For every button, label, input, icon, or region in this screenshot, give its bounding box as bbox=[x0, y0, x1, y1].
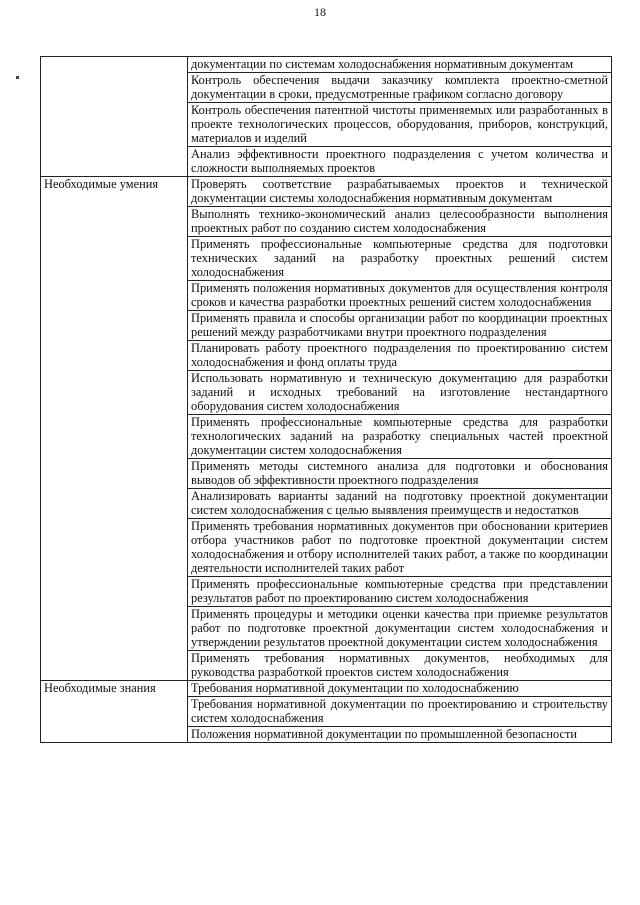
requirement-cell: Планировать работу проектного подразделения по проектированию систем холодоснабжения и фонд оплаты труда bbox=[188, 341, 612, 371]
requirement-cell: Требования нормативной документации по холодоснабжению bbox=[188, 681, 612, 697]
requirement-cell: Положения нормативной документации по промышленной безопасности bbox=[188, 727, 612, 743]
requirement-cell: документации по системам холодоснабжения нормативным документам bbox=[188, 57, 612, 73]
table-body bbox=[41, 57, 612, 743]
requirement-cell: Применять правила и способы организации работ по координации проектных решений между разработчиками внутри проектного подразделения bbox=[188, 311, 612, 341]
requirement-cell: Контроль обеспечения выдачи заказчику комплекта проектно-сметной документации в сроки, предусмотренные графиком согласно договору bbox=[188, 73, 612, 103]
section-label: Необходимые знания bbox=[41, 681, 188, 743]
competency-table bbox=[40, 56, 612, 743]
table-row bbox=[41, 177, 612, 207]
requirement-cell: Анализ эффективности проектного подразделения с учетом количества и сложности выполняемых проектов bbox=[188, 147, 612, 177]
requirement-cell: Применять профессиональные компьютерные средства для подготовки технических заданий на разработку проектных решений систем холодоснабжения bbox=[188, 237, 612, 281]
requirement-cell: Применять процедуры и методики оценки качества при приемке результатов работ по подготовке проектной документации систем холодоснабжения и утверждении результатов проектной документации систем холодоснабжения bbox=[188, 607, 612, 651]
requirement-cell: Применять требования нормативных документов при обосновании критериев отбора участников работ по подготовке проектной документации систем холодоснабжения и отбору исполнителей таких работ, а также по координации деятельности исполнителей таких работ bbox=[188, 519, 612, 577]
page-number: 18 bbox=[314, 5, 326, 19]
requirement-cell: Анализировать варианты заданий на подготовку проектной документации систем холодоснабжения с целью выявления преимуществ и недостатков bbox=[188, 489, 612, 519]
table-row bbox=[41, 681, 612, 697]
requirement-cell: Использовать нормативную и техническую документацию для разработки заданий и исходных требований на изготовление нестандартного оборудования систем холодоснабжения bbox=[188, 371, 612, 415]
requirement-cell: Применять требования нормативных документов, необходимых для руководства разработкой проектов систем холодоснабжения bbox=[188, 651, 612, 681]
section-label: Необходимые умения bbox=[41, 177, 188, 681]
requirement-cell: Контроль обеспечения патентной чистоты применяемых или разработанных в проекте технологических процессов, оборудования, приборов, конструкций, материалов и изделий bbox=[188, 103, 612, 147]
margin-mark bbox=[16, 76, 19, 79]
requirement-cell: Требования нормативной документации по проектированию и строительству систем холодоснабжения bbox=[188, 697, 612, 727]
requirement-cell: Применять профессиональные компьютерные средства при представлении результатов работ по проектированию систем холодоснабжения bbox=[188, 577, 612, 607]
requirement-cell: Применять профессиональные компьютерные средства для разработки технологических заданий на разработку специальных частей проектной документации систем холодоснабжения bbox=[188, 415, 612, 459]
requirement-cell: Выполнять технико-экономический анализ целесообразности выполнения проектных работ по созданию систем холодоснабжения bbox=[188, 207, 612, 237]
section-label bbox=[41, 57, 188, 177]
table-row bbox=[41, 57, 612, 73]
requirement-cell: Проверять соответствие разрабатываемых проектов и технической документации системы холодоснабжения нормативным документам bbox=[188, 177, 612, 207]
requirement-cell: Применять положения нормативных документов для осуществления контроля сроков и качества разработки проектных решений систем холодоснабжения bbox=[188, 281, 612, 311]
requirement-cell: Применять методы системного анализа для подготовки и обоснования выводов об эффективности проектного подразделения bbox=[188, 459, 612, 489]
